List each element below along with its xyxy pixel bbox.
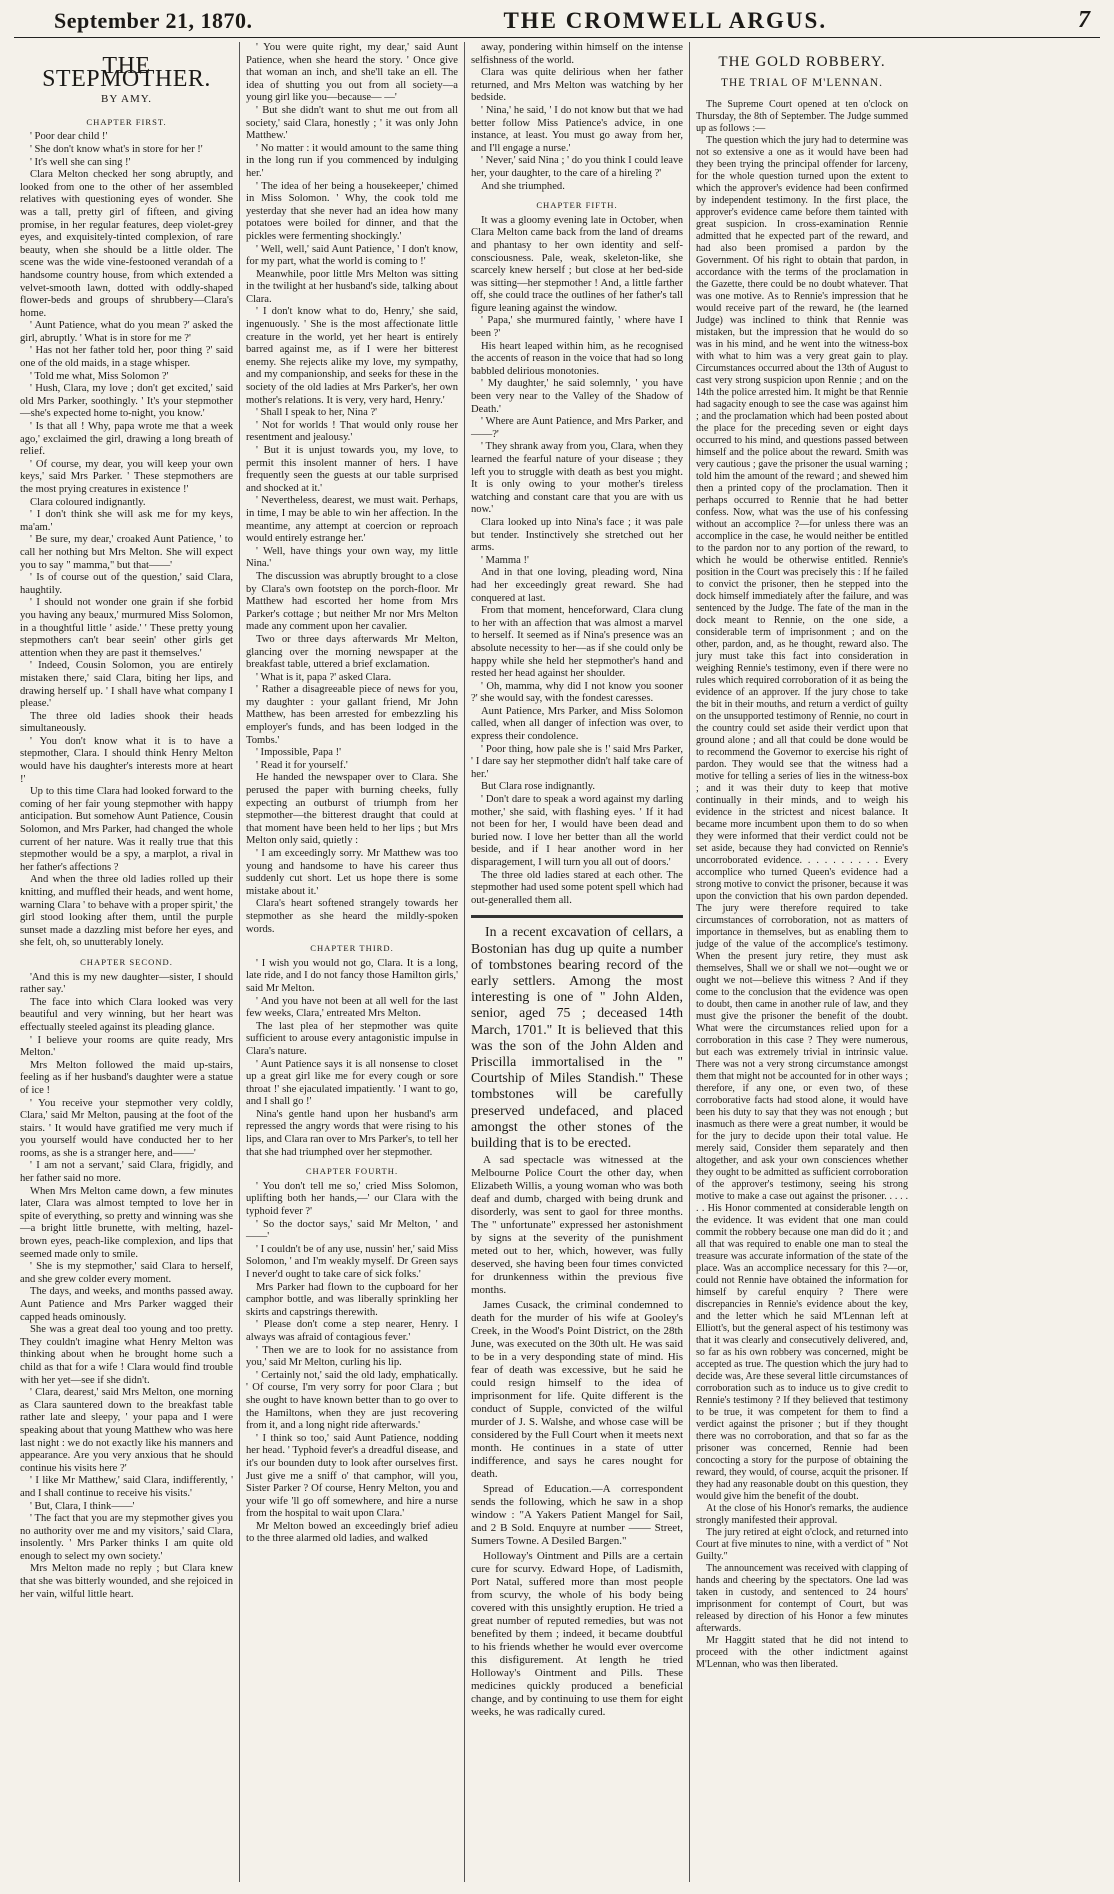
chapter-2-text — [20, 972, 233, 1602]
paragraph: Two or three days afterwards Mr Melton, glancing over the morning newspaper at the breakfast table, uttered a brief exclamation. — [246, 633, 458, 671]
paragraph: ' I should not wonder one grain if she forbid you having any beaux,' murmured Miss Solomon, in a thoughtful little ' aside.' ' These pretty young stepmothers can't bear seein' other girls get attention when they are past it themselves.' — [20, 597, 233, 659]
column-2 — [239, 42, 464, 1882]
paragraph: ' Aunt Patience, what do you mean ?' asked the girl, abruptly. ' What is in store for me ?' — [20, 320, 233, 344]
paragraph: The discussion was abruptly brought to a close by Clara's own footstep on the porch-floor. Mr Matthew had escorted her home from Mrs Parker's cottage ; but neither Mr nor Mrs Melton made any comment upon her cavalier. — [246, 570, 458, 633]
paragraph: ' Poor thing, how pale she is !' said Mrs Parker, ' I dare say her stepmother didn't half take care of her.' — [471, 743, 683, 780]
paragraph: ' The fact that you are my stepmother gives you no authority over me and my visitors,' said Clara, insolently. ' Mrs Parker thinks I am quite old enough to select my own society.' — [20, 1513, 233, 1562]
paragraph: Holloway's Ointment and Pills are a certain cure for scurvy. Edward Hope, of Ladismith, Port Natal, suffered more than most people from scurvy, the whole of his body being covered with this unsightly eruption. He tried a great number of reputed remedies, but was not benefited by them ; indeed, it became doubtful to his friends whether he would ever overcome this disfigurement. At length he tried Holloway's Ointment and Pills. These medicines quickly produced a beneficial change, and by continuing to use them for eight weeks, he was radically cured. — [471, 1550, 683, 1719]
paragraph: ' My daughter,' he said solemnly, ' you have been very near to the Valley of the Shadow of Death.' — [471, 378, 683, 415]
paragraph: The days, and weeks, and months passed away. Aunt Patience and Mrs Parker wagged their capped heads ominously. — [20, 1286, 233, 1323]
paragraph: Clara coloured indignantly. — [30, 496, 146, 508]
page-number: 7 — [1077, 7, 1090, 33]
paragraph: Mrs Melton followed the maid up-stairs, feeling as if her husband's daughter were a statue of ice ! — [20, 1059, 233, 1096]
paragraph: ' Where are Aunt Patience, and Mrs Parker, and——?' — [471, 416, 683, 440]
paragraph: 'And this is my new daughter—sister, I should rather say.' — [20, 971, 233, 996]
paragraph: His heart leaped within him, as he recognised the accents of reason in the voice that had so long babbled delirious monotonies. — [471, 340, 683, 377]
paragraph: When Mrs Melton came down, a few minutes later, Clara was almost tempted to love her in spite of everything, so pretty and winning was she—a bright little brunette, with melting, hazel-brown eyes, peach-like complexion, and lips that seemed made only to smile. — [20, 1185, 233, 1260]
chapter-4-text — [246, 1181, 458, 1546]
paragraph: In a recent excavation of cellars, a Bostonian has dug up quite a number of tombstones bearing record of the early settlers. Among the most interesting is one of " John Alden, senior, aged 75 ; deceased 14th March, 1701." It is believed that this was the son of the John Alden and Priscilla immortalised in the " Courtship of Miles Standish." These tombstones will be carefully preserved undefaced, and placed amongst the other stones of the building that is to be erected. — [471, 924, 683, 1151]
paragraph: ' Poor dear child !' — [30, 131, 108, 143]
story-byline: BY AMY. — [100, 93, 153, 106]
paragraph: ' Told me what, Miss Solomon ?' — [30, 370, 169, 382]
column-4 — [689, 42, 914, 1882]
paragraph: Mrs Melton made no reply ; but Clara knew that she was bitterly wounded, and she rejoiced in her vain, wilful little heart. — [20, 1563, 233, 1600]
paragraph: Aunt Patience, Mrs Parker, and Miss Solomon called, when all danger of infection was over, to express their condolence. — [471, 705, 683, 743]
news-paragraph-lead — [471, 924, 683, 1151]
columns — [14, 42, 1100, 1882]
paragraph: ' It's well she can sing !' — [30, 156, 131, 168]
paragraph: away, pondering within himself on the intense selfishness of the world. — [471, 42, 683, 66]
paragraph: It was a gloomy evening late in October, when Clara Melton came back from the land of dreams and phantasy to her own identity and self-consciousness. Pale, weak, skeleton-like, she scarcely knew herself ; but close at her bed-side was sitting—her stepmother ! And, a little farther off, she could trace the outlines of her father's tall figure leaning against the window. — [471, 214, 683, 314]
paragraph: ' I believe your rooms are quite ready, Mrs Melton.' — [20, 1034, 233, 1059]
paragraph: ' I think so too,' said Aunt Patience, nodding her head. ' Typhoid fever's a dreadful disease, and it's our bounden duty to look after ourselves first. Just give me a sniff o' that camphor, will you, Sister Parker ? Of course, Henry Melton, you and your wife 'll go off somewhere, and hire a nurse from the hospital to wait upon Clara.' — [246, 1432, 458, 1520]
story-continued-text — [246, 42, 458, 936]
paragraph: Clara Melton checked her song abruptly, and looked from one to the other of her assembled relatives with questioning eyes of wonder. She was a tall, pretty girl of fifteen, and giving promise, in her regular features, deep violet-grey eyes, and exquisitely-tinted complexion, of rare beauty, when she should be a little older. The scene was the wide vine-festooned verandah of a handsome country house, from which extended a velvet-smooth lawn, dotted with oddly-shaped flower-beds and groups of shrubbery—Clara's home. — [20, 169, 233, 319]
paragraph: ' You don't tell me so,' cried Miss Solomon, uplifting both her hands,—' our Clara with the typhoid fever ?' — [246, 1180, 458, 1218]
paragraph: ' Be sure, my dear,' croaked Aunt Patience, ' to call her nothing but Mrs Melton. She will expect you to say " mamma," but that——' — [20, 534, 233, 571]
paragraph: ' I couldn't be of any use, nussin' her,' said Miss Solomon, ' and I'm weakly myself. Dr Green says I never'd ought to take care of sick folks.' — [246, 1243, 458, 1280]
paragraph: Clara was quite delirious when her father returned, and Mrs Melton was watching by her bedside. — [471, 67, 683, 104]
paragraph: Mr Haggitt stated that he did not intend to proceed with the other indictment against M'Lennan, who was then liberated. — [696, 1635, 908, 1671]
paragraph: ' Aunt Patience says it is all nonsense to closet up a great girl like me for every cough or sore throat !' she ejaculated impatiently. ' I want to go, and I shall go !' — [246, 1058, 458, 1108]
paragraph: The face into which Clara looked was very beautiful and very winning, but her heart was effectually steeled against its pleading glance. — [20, 996, 233, 1033]
paragraph: ' Mamma !' — [481, 554, 529, 566]
chapter-heading: CHAPTER FIFTH. — [536, 200, 618, 211]
paragraph: ' Then we are to look for no assistance from you,' said Mr Melton, curling his lip. — [246, 1344, 458, 1369]
chapter-3-text — [246, 958, 458, 1160]
paragraph: At the close of his Honor's remarks, the audience strongly manifested their approval. — [696, 1503, 908, 1527]
paragraph: Mrs Parker had flown to the cupboard for her camphor bottle, and was liberally sprinkling her skirts and capstrings therewith. — [246, 1281, 458, 1318]
paragraph: ' I am exceedingly sorry. Mr Matthew was too young and handsome to have his career thus suddenly cut short. Let us hope there is some mistake about it.' — [246, 848, 458, 897]
paragraph: ' Papa,' she murmured faintly, ' where have I been ?' — [471, 315, 683, 340]
paragraph: From that moment, henceforward, Clara clung to her with an affection that was almost a marvel to herself. It seemed as if Nina's presence was an absolute necessity to her—as if she could only be happy while she held her stepmother's hand and rested her head against her shoulder. — [471, 605, 683, 680]
paragraph: ' She is my stepmother,' said Clara to herself, and she grew colder every moment. — [20, 1261, 233, 1285]
chapter-heading: CHAPTER THIRD. — [310, 943, 394, 954]
paragraph: She was a great deal too young and too pretty. They couldn't imagine what Henry Melton was thinking about when he brought home such a child as that for a wife ! Clara would find trouble with her yet—see if she didn't. — [20, 1324, 233, 1386]
paragraph: ' Nina,' he said, ' I do not know but that we had better follow Miss Patience's advice, in one instance, at least. You must go away from her, and I'll engage a nurse.' — [471, 104, 683, 154]
paragraph: ' You were quite right, my dear,' said Aunt Patience, when she heard the story. ' Once give that woman an inch, and she'll take an ell. The idea of shutting you out from all society—a young girl like you—because— —' — [246, 42, 458, 104]
paragraph: ' Shall I speak to her, Nina ?' — [256, 407, 378, 419]
paragraph: Mr Melton bowed an exceedingly brief adieu to the three alarmed old ladies, and walked — [246, 1520, 458, 1545]
paragraph: The last plea of her stepmother was quite sufficient to arouse every antagonistic impulse in Clara's nature. — [246, 1020, 458, 1057]
paragraph: A sad spectacle was witnessed at the Melbourne Police Court the other day, when Elizabeth Willis, a young woman who was both deaf and dumb, charged with being drunk and disorderly, was sent to gaol for three months. The " unfortunate" expressed her astonishment by signs at the severity of the punishment meted out to her, which, however, was fully deserved, she having been four times convicted for drunkenness within the previous five months. — [471, 1154, 683, 1297]
paragraph: ' Read it for yourself.' — [256, 759, 348, 771]
paragraph: And when the three old ladies rolled up their knitting, and muffled their heads, and went home, warning Clara ' to behave with a proper spirit,' the girl stood looking after them, until the purple sunset made a dazzling mist before her eyes, and she felt, oh, so unutterably lonely. — [20, 874, 233, 949]
paragraph: ' You receive your stepmother very coldly, Clara,' said Mr Melton, pausing at the foot of the stairs. ' It would have gratified me very much if you yourself would have conducted her to her rooms, as she is a stranger here, and——' — [20, 1097, 233, 1159]
column-1 — [14, 42, 239, 1882]
paragraph: And in that one loving, pleading word, Nina had her exceedingly great reward. She had conquered at last. — [471, 567, 683, 604]
newspaper-title: THE CROMWELL ARGUS. — [503, 8, 828, 33]
news-paragraphs — [471, 1154, 683, 1719]
paragraph: But Clara rose indignantly. — [481, 781, 596, 793]
paragraph: ' Is that all ! Why, papa wrote me that a week ago,' exclaimed the girl, drawing a long breath of relief. — [20, 421, 233, 458]
chapter-heading: CHAPTER FOURTH. — [305, 1166, 399, 1177]
paragraph: The Supreme Court opened at ten o'clock on Thursday, the 8th of September. The Judge summed up as follows :— — [696, 99, 908, 135]
paragraph: ' No matter : it would amount to the same thing in the long run if you commenced by indulging her.' — [246, 142, 458, 179]
paragraph: ' I wish you would not go, Clara. It is a long, late ride, and I do not fancy those Hamilton girls,' said Mr Melton. — [246, 957, 458, 994]
paragraph: ' Oh, mamma, why did I not know you sooner ?' she would say, with the fondest caresses. — [471, 680, 683, 705]
paragraph: The announcement was received with clapping of hands and cheering by the spectators. One lad was taken in custody, and sentenced to 24 hours' imprisonment for contempt of Court, but was released by direction of his Honor a few minutes afterwards. — [696, 1563, 908, 1635]
paragraph: ' Is of course out of the question,' said Clara, haughtily. — [20, 572, 233, 596]
paragraph: ' But it is unjust towards you, my love, to permit this insolent manner of hers. I have frequently seen the guests at our table surprised and shocked at it.' — [246, 445, 458, 494]
gold-robbery-subtitle: THE TRIAL OF M'LENNAN. — [721, 76, 883, 89]
paragraph: Nina's gentle hand upon her husband's arm repressed the angry words that were rising to his lips, and Clara ran over to Mrs Parker's, to tell her that she had triumphed over her stepmother. — [246, 1108, 458, 1158]
paragraph: The jury retired at eight o'clock, and returned into Court at five minutes to nine, with a verdict of " Not Guilty." — [696, 1527, 908, 1563]
paragraph: ' What is it, papa ?' asked Clara. — [256, 671, 392, 683]
gold-robbery-title: THE GOLD ROBBERY. — [718, 54, 886, 70]
paragraph: ' Rather a disagreeable piece of news for you, my daughter : your gallant friend, Mr John Matthew, has been arrested for embezzling his employer's funds, and has been lodged in the Tombs.' — [246, 684, 458, 746]
paragraph: ' Well, have things your own way, my little Nina.' — [246, 545, 458, 570]
chapter-5-text — [471, 215, 683, 908]
chapter-1-text — [20, 131, 233, 950]
paragraph: ' And you have not been at all well for the last few weeks, Clara,' entreated Mrs Melton. — [246, 995, 458, 1020]
paragraph: ' I like Mr Matthew,' said Clara, indifferently, ' and I shall continue to receive his visits.' — [20, 1475, 233, 1499]
paragraph: Spread of Education.—A correspondent sends the following, which he saw in a shop window : "A Yakers Patient Mangel for Sail, and 2 B Sold. Enquyre at number —— Street, Sumers Towne. A Desiled Bargen." — [471, 1483, 683, 1548]
paragraph: ' Indeed, Cousin Solomon, you are entirely mistaken there,' said Clara, biting her lips, and drawing herself up. ' I shall have what company I please.' — [20, 660, 233, 710]
paragraph: The question which the jury had to determine was not so extensive a one as it would have been had they been trying the principal offender for larceny, for the whole question turned upon the extent to which the approver's evidence had been confirmed by independent testimony. In the first place, the approver's evidence came before them tainted with great suspicion. In cross-examination Rennie admitted that he expected part of the reward, and had also been promised a pardon by the Government. Of his right to obtain that pardon, in accordance with the terms of the proclamation in the Gazette, there could be no doubt whatever. That was one motive. As to Rennie's impression that he would receive part of the reward, he (the learned Judge) was inclined to think that Rennie was mistaken, but the impression that he would do so was in his mind, and he went into the witness-box with what to him was a very great gain to play. Circumstances occurred about the 13th of August to cast very strong suspicion upon Rennie ; and on the 14th the police arrested him. It might be that Rennie had sagacity enough to see the case was against him ; and the proclamation which had been posted about the place for the preceding seven or eight days occurred to his mind, and questions passed between himself and the police about the reward. Smith was very cautious ; gave the prisoner the usual warning ; told him the amount of the reward ; and shewed him then a printed copy of the proclamation. Then it perhaps occurred to Rennie that he had better confess. Now, what was the use of his confessing without an accomplice ?—for unless there was an accomplice in the case, he would neither be entitled to the pardon nor to any portion of the reward, to which he would be otherwise entitled. Rennie's position in the Court was precisely this : If he failed to convict the prisoner, then he stepped into the dock himself immediately after the failure, and was sentenced by the Judge. The fate of the man in the dock meant to Rennie, on the one side, a considerable term of imprisonment ; and on the other, pardon, and, as he thought, reward also. The jury must take this fact into consideration in weighing Rennie's testimony, even if there were no rules which required corroboration of it as being the evidence of an approver. If the jury chose to take the bit in their mouths, and return a verdict of guilty on the unsupported testimony of Rennie, no court in the country could set aside their verdict upon that ground alone ; and all that could be done would be to recommend the Governor to exercise his right of pardon. They would see that the witness had a motive for telling a series of lies in the witness-box ; and it was their duty to keep that motive continually in their minds, and to weigh his evidence in the strictest and nicest balance. It became more incumbent upon them to do so when they were informed that their verdict could not be set aside, because they had convicted on Rennie's uncorroborated evidence. . . . . . . . . . Every accomplice who turned Queen's evidence had a strong motive to convict the prisoner, because it was upon the conviction that his own pardon depended. The jury were therefore required to take circumstances of corroboration, not as matters of importance in themselves, but as enabling them to judge of the value of the accomplice's testimony. When the present jury retire, they must ask themselves, Shall we or shall we not—ought we or ought we not—believe this witness ? And if they come to the conclusion that the evidence was open to doubt, then came in another rule of law, and they must give the prisoner the benefit of the doubt. What were the circumstances relied upon for a corroboration in this case ? They were numerous, but each was extremely trivial in intrinsic value. There was not a very strong circumstance amongst them that might not be accounted for in other ways ; therefore, if any one, or even two, of these corroborative facts had stood alone, it would have been his duty to say that they was not enough ; but inasmuch as there were a great number, it would be for the jury to decide upon their total value. He merely said, Consider them separately and then altogether, and ask your own consciences whether they ought to be admitted as sufficient corroboration of the approver's testimony, seeing his strong motive to make a case out against the prisoner. . . . . . . His Honor commented at considerable length on the evidence. It was evident that one man could commit the robbery because one man did do it ; and all that was required to enable one man to steal the treasure was accurate information of the state of the place. Was an accomplice necessary for this ?—or, could not Rennie have obtained the information for himself by careful enquiry ? There were discrepancies in Rennie's evidence about the key, and the letter which he said M'Lennan left at Elliott's, but the general aspect of his testimony was that it was clearly and consecutively delivered, and, so far as his own robbery was concerned, might be accepted as true. The question which the jury had to decide was, Are these several little circumstances of corroboration such as to induce us to give credit to Rennie's testimony ? If they believed that testimony to be true, it was competent for them to find a verdict against the prisoner ; but if they thought there was no corroboration, and that so far as the prisoner was concerned, Rennie had been concocting a story for the purpose of obtaining the reward, they would, of course, acquit the prisoner. If they had any reasonable doubt on this question, they would give him the benefit of the doubt. — [696, 135, 909, 1503]
paragraph: ' But, Clara, I think——' — [30, 1500, 135, 1512]
paragraph: ' Has not her father told her, poor thing ?' said one of the old maids, in a stage whisper. — [20, 345, 233, 370]
paragraph: ' Hush, Clara, my love ; don't get excited,' said old Mrs Parker, soothingly. ' It's your stepmother—she's expected home to-night, you know.' — [20, 383, 233, 420]
paragraph: ' You don't know what it is to have a stepmother, Clara. I should think Henry Melton would have his daughter's interests more at heart !' — [20, 735, 233, 785]
paragraph: ' Not for worlds ! That would only rouse her resentment and jealousy.' — [246, 419, 458, 444]
chapter-heading: CHAPTER SECOND. — [80, 956, 173, 967]
paragraph: ' Don't dare to speak a word against my darling mother,' she said, with flashing eyes. ' If it had not been for her, I would have been dead and buried now. I love her better than all the world beside, and if I hear another word in her disparagement, I will turn you all out of doors.' — [471, 794, 683, 868]
paragraph: ' They shrank away from you, Clara, when they learned the fearful nature of your disease ; they left you to struggle with death as best you might. It is only owing to your mother's tireless watching and constant care that you are with us now.' — [471, 441, 683, 516]
paragraph: The three old ladies shook their heads simultaneously. — [20, 710, 233, 735]
paragraph: And she triumphed. — [481, 180, 565, 192]
paragraph: ' Clara, dearest,' said Mrs Melton, one morning as Clara sauntered down to the breakfast table rather late and sleepy, ' your papa and I were speaking about that young Matthew who was here last night : we do not exactly like his manners and appearance. Are you very anxious that he should continue his visits here ?' — [20, 1387, 233, 1474]
paragraph: ' The idea of her being a housekeeper,' chimed in Miss Solomon. ' Why, the cook told me yesterday that she never had an idea how many potatoes were boiled for dinner, and that the pickles were fermenting shockingly.' — [246, 180, 458, 242]
paragraph: Meanwhile, poor little Mrs Melton was sitting in the twilight at her husband's side, talking about Clara. — [246, 268, 458, 305]
paragraph: ' But she didn't want to shut me out from all society,' said Clara, honestly ; ' it was only John Matthew.' — [246, 104, 458, 142]
section-divider — [471, 915, 683, 918]
paragraph: Clara looked up into Nina's face ; it was pale but tender. Instinctively she stretched out her arms. — [471, 516, 683, 554]
paragraph: The three old ladies stared at each other. The stepmother had used some potent spell which had out-generalled them all. — [471, 869, 683, 906]
paragraph: ' Of course, my dear, you will keep your own keys,' said Mrs Parker. ' These stepmothers are the most prying creatures in existence !' — [20, 458, 233, 495]
story-title: THE STEPMOTHER. — [42, 53, 211, 92]
paragraph: Up to this time Clara had looked forward to the coming of her fair young stepmother with happy anticipation. But somehow Aunt Patience, Cousin Solomon, and Mrs Parker, had changed the whole current of her nature. Was it really true that this stepmother would be a spy, a marplot, a rival in her father's affections ? — [20, 786, 233, 873]
gold-robbery-text — [696, 99, 908, 1671]
paragraph: ' She don't know what's in store for her !' — [30, 143, 203, 155]
paragraph: ' So the doctor says,' said Mr Melton, ' and ——' — [246, 1218, 458, 1243]
paragraph: ' Never,' said Nina ; ' do you think I could leave her, your daughter, to the care of a hireling ?' — [471, 155, 683, 179]
paragraph: ' Certainly not,' said the old lady, emphatically. ' Of course, I'm very sorry for poor Clara ; but she ought to have known better than to go over to the Hamiltons, when they are just recovering from it, and a long night ride afterwards.' — [246, 1369, 458, 1432]
paragraph: ' Impossible, Papa !' — [256, 747, 342, 759]
story-continued-text-2 — [471, 42, 683, 193]
paragraph: James Cusack, the criminal condemned to death for the murder of his wife at Gooley's Creek, in the Wood's Point District, on the 28th June, was executed on the 30th ult. He was said to be in a very desponding state of mind. His fear of death was excessive, but he said he could resign himself to the idea of imprisonment for life. Quite different is the conduct of Supple, convicted of the wilful murder of J. S. Walshe, and whose case will be considered by the Full Court when it meets next month. He continues in a state of utter indifference, and says he cares nought for death. — [471, 1299, 683, 1481]
paragraph: ' I don't know what to do, Henry,' she said, ingenuously. ' She is the most affectionate little creature in the world, yet her heart is entirely barred against me, as if I were her bitterest enemy. She rejects alike my love, my sympathy, and my companionship, and seeks for these in the society of the old ladies at Mrs Parker's, her own mother's relations. It is very, very hard, Henry.' — [246, 306, 458, 406]
chapter-heading: CHAPTER FIRST. — [86, 116, 167, 127]
issue-date: September 21, 1870. — [54, 8, 253, 33]
paragraph: ' I am not a servant,' said Clara, frigidly, and her father said no more. — [20, 1160, 233, 1185]
masthead — [14, 8, 1100, 38]
paragraph: ' Please don't come a step nearer, Henry. I always was afraid of contagious fever.' — [246, 1319, 458, 1343]
column-3 — [464, 42, 689, 1882]
paragraph: ' I don't think she will ask me for my keys, ma'am.' — [20, 509, 233, 533]
paragraph: Clara's heart softened strangely towards her stepmother as she heard the mildly-spoken words. — [246, 898, 458, 935]
paragraph: ' Nevertheless, dearest, we must wait. Perhaps, in time, I may be able to win her affection. In the meantime, any attempt at coercion or reproach would entirely estrange her.' — [246, 495, 458, 545]
paragraph: He handed the newspaper over to Clara. She perused the paper with burning cheeks, fully expecting an outburst of triumph from her stepmother—the bitterest draught that could at that moment have been held to her lips ; but Mrs Melton only said, quietly : — [246, 772, 458, 847]
paragraph: ' Well, well,' said Aunt Patience, ' I don't know, for my part, what the world is coming to !' — [246, 243, 458, 268]
